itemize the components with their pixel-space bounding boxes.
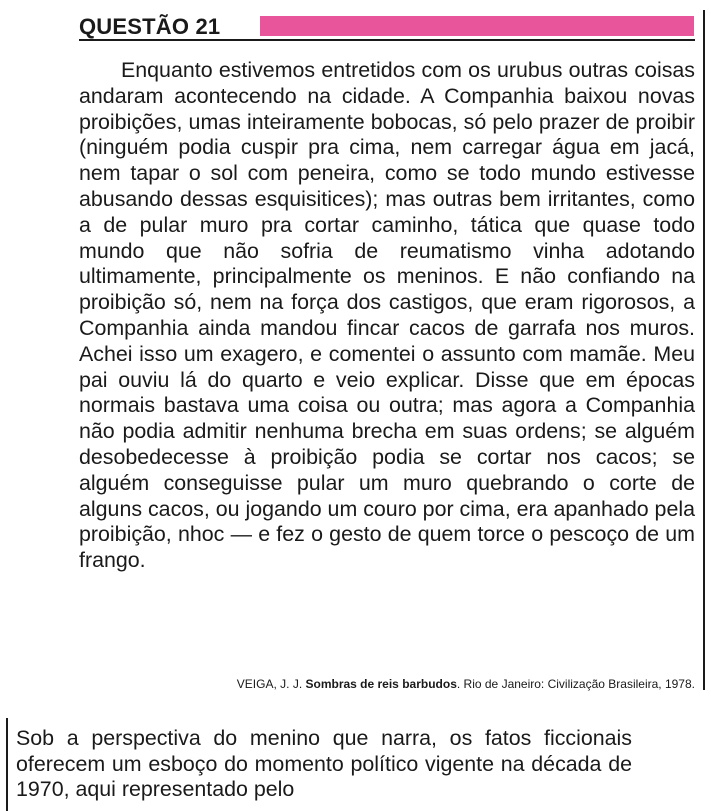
citation-work-title: Sombras de reis barbudos xyxy=(305,677,457,691)
question-stem: Sob a perspectiva do menino que narra, os fatos ficcionais oferecem um esboço do momento político vigente na década de 1970, aqui representado pelo xyxy=(16,726,632,801)
question-title: QUESTÃO 21 xyxy=(79,14,221,39)
question-stem-rule xyxy=(6,718,8,811)
citation-author: VEIGA, J. J. xyxy=(236,677,306,691)
question-accent-bar xyxy=(260,16,694,36)
passage-text: Enquanto estivemos entretidos com os urubus outras coisas andaram acontecendo na cidade. A Companhia baixou novas proibições, umas inteiramente bobocas, só pelo prazer de proibir (ninguém podia cuspir pra cima, nem carregar água em jacá, nem tapar o sol com peneira, como se todo mundo estivesse abusando dessas esquisitices); mas outras bem irritantes, como a de pular muro pra cortar caminho, tática que quase todo mundo que não sofria de reumatismo vinha adotando ultimamente, principalmente os meninos. E não confiando na proibição só, nem na força dos castigos, que eram rigorosos, a Companhia ainda mandou fincar cacos de garrafa nos muros. Achei isso um exagero, e comentei o assunto com mamãe. Meu pai ouviu lá do quarto e veio explicar. Disse que em épocas normais bastava uma coisa ou outra; mas agora a Companhia não podia admitir nenhuma brecha em suas ordens; se alguém desobedecesse à proibição podia se cortar nos cacos; se alguém conseguisse pular um muro quebrando o corte de alguns cacos, ou jogando um couro por cima, era apanhado pela proibição, nhoc — e fez o gesto de quem torce o pescoço de um frango. xyxy=(79,58,695,573)
citation xyxy=(79,676,695,692)
question-header xyxy=(79,10,695,40)
citation-details: . Rio de Janeiro: Civilização Brasileira, 1978. xyxy=(456,677,695,691)
passage-frame-right-border xyxy=(703,10,705,690)
question-header-rule xyxy=(79,39,695,41)
